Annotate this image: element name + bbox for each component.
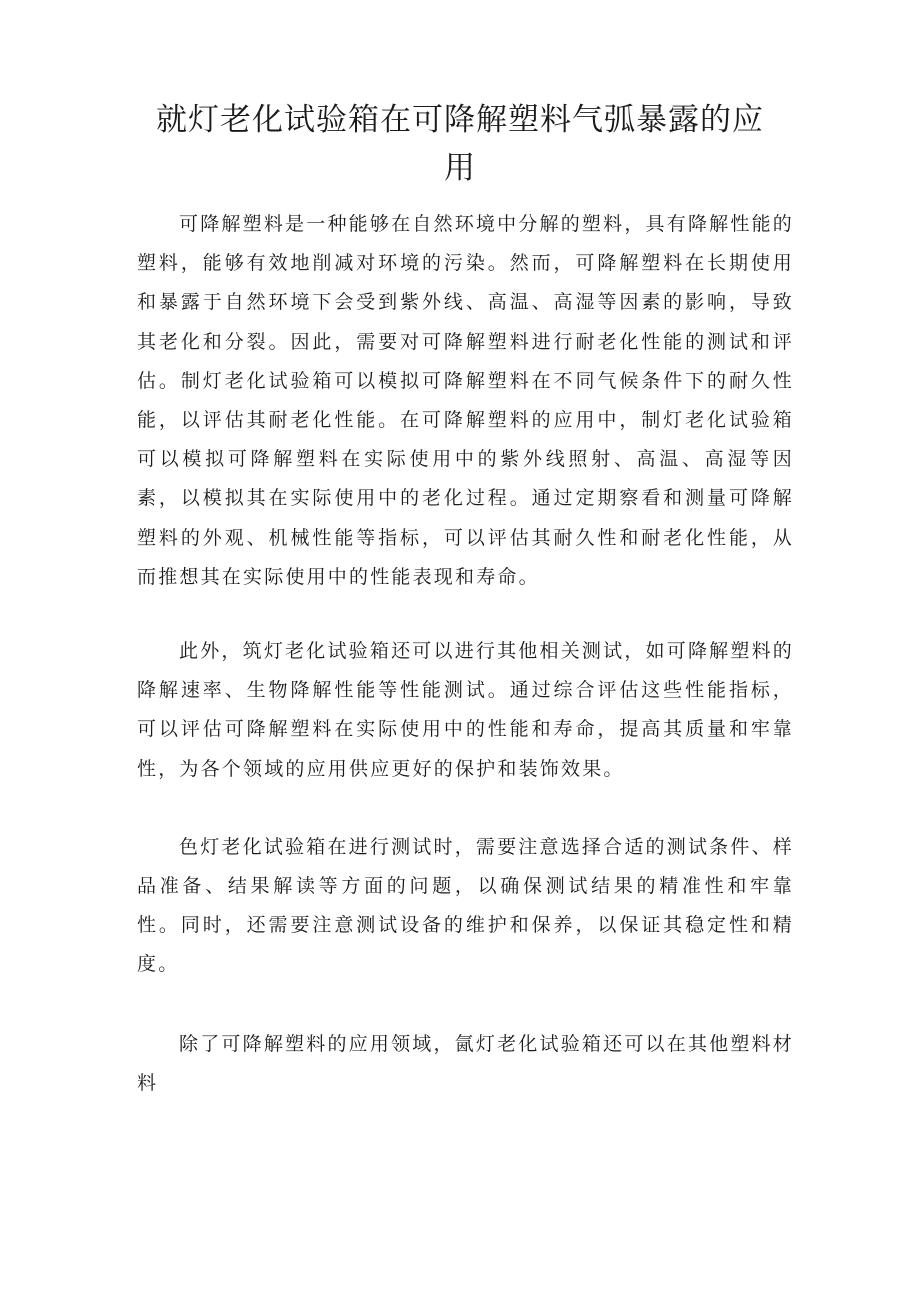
paragraph-2: 此外，筑灯老化试验箱还可以进行其他相关测试，如可降解塑料的降解速率、生物降解性能等性能测试。通过综合评估这些性能指标，可以评估可降解塑料在实际使用中的性能和寿命，提高其质量和牢靠性，为各个领域的应用供应更好的保护和装饰效果。 [137, 640, 794, 780]
paragraph-4: 除了可降解塑料的应用领域，氤灯老化试验箱还可以在其他塑料材料 [137, 1032, 794, 1094]
paragraph-1: 可降解塑料是一种能够在自然环境中分解的塑料，具有降解性能的塑料，能够有效地削减对环境的污染。然而，可降解塑料在长期使用和暴露于自然环境下会受到紫外线、高温、高湿等因素的影响，导致其老化和分裂。因此，需要对可降解塑料进行耐老化性能的测试和评估。制灯老化试验箱可以模拟可降解塑料在不同气候条件下的耐久性能，以评估其耐老化性能。在可降解塑料的应用中，制灯老化试验箱可以模拟可降解塑料在实际使用中的紫外线照射、高温、高湿等因素，以模拟其在实际使用中的老化过程。通过定期察看和测量可降解塑料的外观、机械性能等指标，可以评估其耐久性和耐老化性能，从而推想其在实际使用中的性能表现和寿命。 [137, 213, 794, 588]
document-title: 就灯老化试验箱在可降解塑料气弧暴露的应用 [156, 102, 764, 186]
paragraph-3: 色灯老化试验箱在进行测试时，需要注意选择合适的测试条件、样品准备、结果解读等方面的问题，以确保测试结果的精准性和牢靠性。同时，还需要注意测试设备的维护和保养，以保证其稳定性和精度。 [137, 835, 794, 976]
document-body [137, 205, 794, 1103]
